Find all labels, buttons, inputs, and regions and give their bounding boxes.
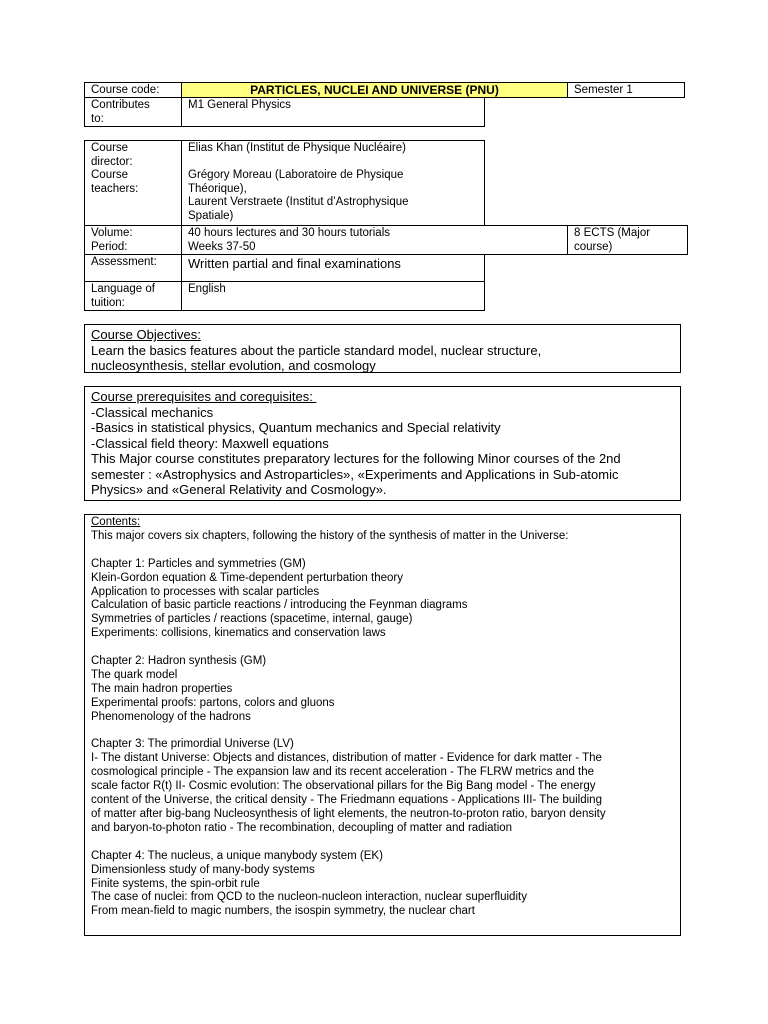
chapter-2: Chapter 2: Hadron synthesis (GM) The quark model The main hadron properties Experimental proofs: partons, colors and gluons Phenomenology of the hadrons (91, 655, 335, 723)
prerequisites-box (84, 386, 681, 501)
contents-intro: This major covers six chapters, following the history of the synthesis of matter in the Universe: (91, 529, 569, 542)
contents-box (84, 514, 681, 936)
semester: Semester 1 (567, 82, 685, 98)
chapter-1: Chapter 1: Particles and symmetries (GM) Klein-Gordon equation & Time-dependent perturbation theory Application to processes with scalar particles Calculation of basic particle reactions / introducing the Feynman diagrams Symmetries of particles / reactions (spacetime, internal, gauge) Experiments: collisions, kinematics and conservation laws (91, 557, 468, 640)
ects-value: 8 ECTS (Major course) (567, 225, 688, 255)
contributes-value: M1 General Physics (181, 97, 485, 127)
director-teachers-label: Course director: Course teachers: (84, 140, 182, 226)
prerequisite-item: -Basics in statistical physics, Quantum mechanics and Special relativity (91, 420, 501, 435)
objectives-heading: Course Objectives: (91, 327, 201, 342)
language-label: Language of tuition: (84, 281, 182, 311)
prerequisite-item: -Classical field theory: Maxwell equations (91, 435, 329, 451)
assessment-label: Assessment: (84, 254, 182, 282)
contributes-label: Contributes to: (84, 97, 182, 127)
prerequisite-item: -Classical mechanics (91, 404, 214, 420)
objectives-text: Learn the basics features about the particle standard model, nuclear structure, nucleosynthesis, stellar evolution, and cosmology (91, 342, 542, 373)
volume-period-value: 40 hours lectures and 30 hours tutorials Weeks 37-50 (181, 225, 568, 255)
objectives-box (84, 324, 681, 373)
prerequisites-heading: Course prerequisites and corequisites: (91, 389, 317, 404)
prerequisites-note: This Major course constitutes preparatory lectures for the following Minor courses of the 2nd semester : «Astrophysics and Astroparticles», «Experiments and Applications in Sub-atomic Physics» and «General Relativity and Cosmology». (91, 451, 621, 497)
chapter-3: Chapter 3: The primordial Universe (LV) I- The distant Universe: Objects and distances, distribution of matter - Evidence for dark matter - The cosmological principle - The expansion law and its recent acceleration - The FLRW metrics and the scale factor R(t) II- Cosmic evolution: The observational pillars for the Big Bang model - The energy content of the Universe, the critical density - The Friedmann equations - Applications III- The building of matter after big-bang Nucleosynthesis of light elements, the neutron-to-proton ratio, baryon density and baryon-to-photon ratio - The recombination, decoupling of matter and radiation (91, 738, 606, 834)
assessment-value: Written partial and final examinations (181, 254, 485, 282)
chapter-4: Chapter 4: The nucleus, a unique manybody system (EK) Dimensionless study of many-body systems Finite systems, the spin-orbit rule The case of nuclei: from QCD to the nucleon-nucleon interaction, nuclear superfluidity From mean-field to magic numbers, the isospin symmetry, the nuclear chart (91, 849, 527, 918)
course-title: PARTICLES, NUCLEI AND UNIVERSE (PNU) (181, 82, 568, 98)
volume-period-label: Volume: Period: (84, 225, 182, 255)
language-value: English (181, 281, 485, 311)
director-teachers-value: Elias Khan (Institut de Physique Nucléaire) Grégory Moreau (Laboratoire de Physique Théorique), Laurent Verstraete (Institut d’Astrophysique Spatiale) (181, 140, 485, 226)
course-code-label: Course code: (84, 82, 182, 98)
contents-heading: Contents: (91, 516, 141, 528)
